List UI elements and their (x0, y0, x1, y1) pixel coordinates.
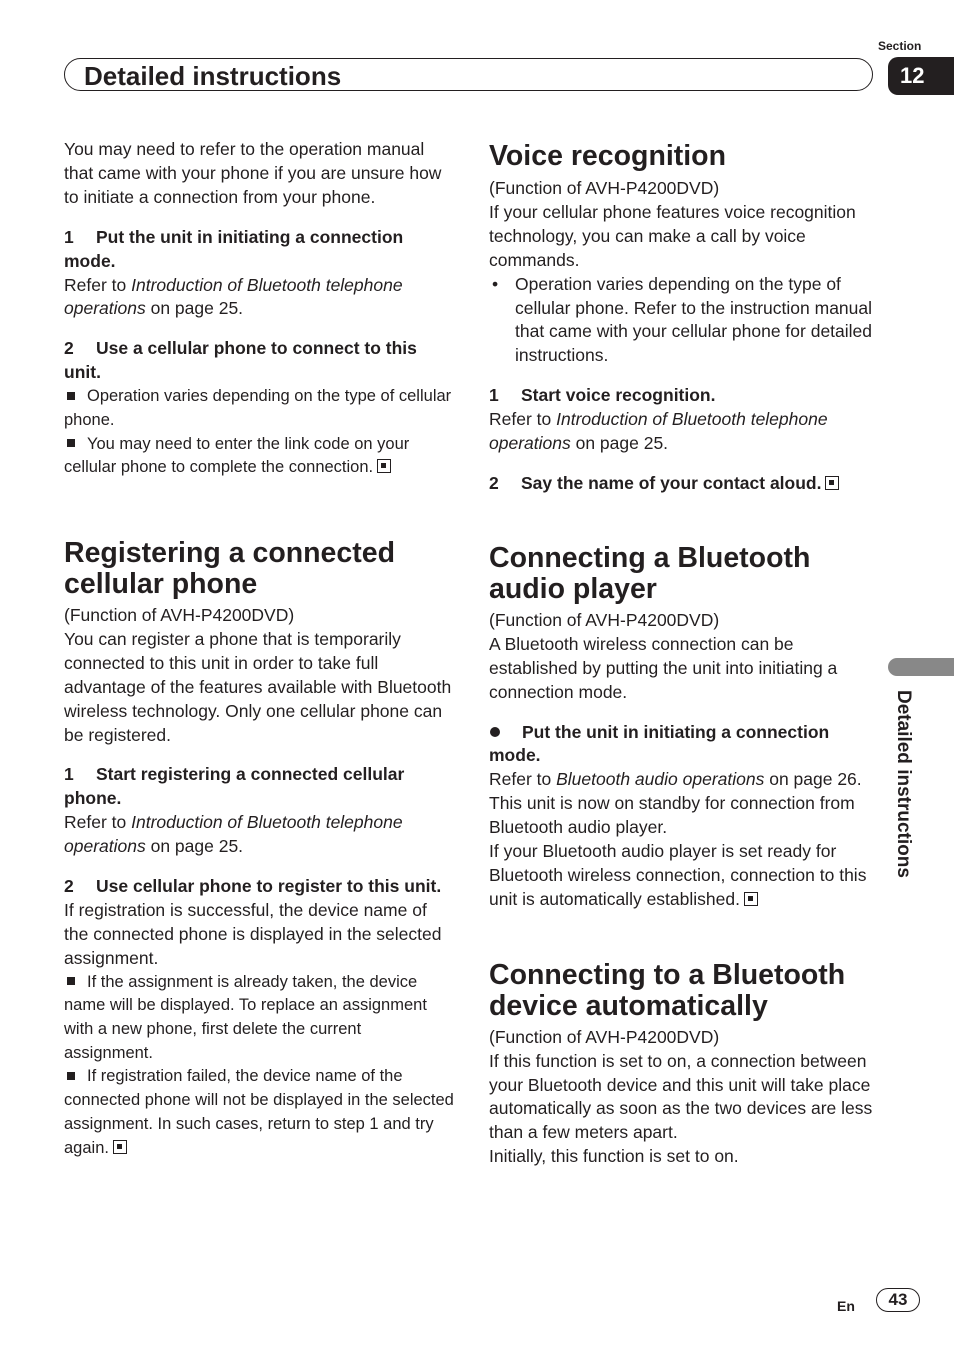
audio-body: A Bluetooth wireless connection can be established by putting the unit into initiating a connection mode. (489, 633, 838, 702)
note-text: If the assignment is already taken, the device name will be displayed. To replace an assignment with a new phone, first delete the current assignment. (64, 972, 427, 1062)
step-text: Start voice recognition. (521, 385, 716, 406)
ref-suffix: on page 25. (145, 836, 244, 857)
bullet-text: Operation varies depending on the type of cellular phone. Refer to the instruction manual that came with your cellular phone for detailed instructions. (515, 273, 873, 366)
ref-link-title: Bluetooth audio operations (556, 769, 765, 790)
note-item (64, 971, 454, 1066)
bullet-dot-icon (490, 727, 500, 737)
reg-step-1-reference (64, 811, 454, 859)
note-square-icon (67, 439, 75, 447)
ref-suffix: on page 25. (570, 433, 669, 454)
note-text: Operation varies depending on the type of cellular phone. (64, 387, 452, 429)
reg-step-1-heading (64, 763, 454, 811)
note-text: If registration failed, the device name of the connected phone will not be displayed in the selected assignment. In such cases, return to step 1 and try again. (64, 1067, 454, 1157)
side-tab-marker (888, 658, 954, 676)
section-heading-auto-connect: Connecting to a Bluetooth device automatically (489, 958, 846, 1022)
intro-paragraph: You may need to refer to the operation manual that came with your phone if you are unsure how to initiate a connection from your phone. (64, 139, 442, 207)
note-square-icon (67, 977, 75, 985)
auto-body-2: Initially, this function is set to on. (489, 1146, 739, 1167)
section-heading-voice: Voice recognition (489, 140, 727, 172)
step-number: 2 (64, 876, 74, 897)
page-title: Detailed instructions (84, 61, 342, 91)
audio-reference (489, 768, 879, 792)
ref-link-title: Introduction of Bluetooth telephone operations (64, 274, 403, 319)
section-number-badge: 12 (888, 57, 954, 95)
bullet-icon: • (492, 273, 499, 294)
registering-body: You can register a phone that is temporarily connected to this unit in order to take full advantage of the features available with Bluetooth wireless technology. Only one cellular phone can be registered. (64, 628, 452, 745)
step-text: Use a cellular phone to connect to this unit. (64, 338, 417, 383)
ref-link-title: Introduction of Bluetooth telephone operations (489, 409, 828, 454)
step-text: Put the unit in initiating a connection mode. (489, 721, 830, 766)
note-text: You may need to enter the link code on your cellular phone to complete the connection. (64, 434, 410, 477)
step-1-reference (64, 274, 454, 322)
note-square-icon (67, 1072, 75, 1080)
function-note: (Function of AVH-P4200DVD) (489, 178, 720, 198)
right-column (489, 138, 879, 1169)
end-of-section-icon (825, 476, 839, 490)
step-number: 2 (489, 472, 499, 493)
section-heading-registering: Registering a connected cellular phone (64, 536, 395, 600)
ref-prefix: Refer to (489, 769, 557, 790)
left-column (64, 138, 454, 1160)
auto-body: If this function is set to on, a connection between your Bluetooth device and this unit will take place automatically as soon as the two devices are less than a few meters apart. (489, 1050, 873, 1143)
page-number: 43 (876, 1288, 920, 1312)
reg-step-2-body: If registration is successful, the device name of the connected phone is displayed in the selected assignment. (64, 899, 442, 968)
end-of-section-icon (377, 459, 391, 473)
note-square-icon (67, 392, 75, 400)
audio-body-3 (489, 840, 879, 912)
end-of-section-icon (113, 1140, 127, 1154)
function-note: (Function of AVH-P4200DVD) (489, 609, 720, 630)
side-section-label: Detailed instructions (893, 690, 914, 878)
step-text: Put the unit in initiating a connection mode. (64, 226, 404, 271)
voice-step-2-heading (489, 472, 879, 496)
step-2-heading (64, 337, 454, 385)
note-item (64, 433, 454, 480)
step-1-heading (64, 226, 454, 274)
ref-suffix: on page 25. (145, 298, 244, 319)
section-heading-audio: Connecting a Bluetooth audio player (489, 541, 811, 605)
note-item (64, 385, 454, 432)
ref-link-title: Introduction of Bluetooth telephone operations (64, 812, 403, 857)
language-label: En (837, 1298, 855, 1314)
step-number: 1 (489, 385, 499, 406)
bullet-item (489, 273, 879, 369)
reg-step-2-heading (64, 875, 454, 899)
ref-prefix: Refer to (64, 812, 132, 833)
audio-body-2: This unit is now on standby for connection from Bluetooth audio player. (489, 793, 855, 838)
voice-step-1-reference (489, 408, 879, 456)
end-of-section-icon (744, 892, 758, 906)
ref-prefix: Refer to (64, 274, 132, 295)
step-number: 1 (64, 764, 74, 785)
section-label: Section (878, 39, 922, 53)
ref-suffix: on page 26. (764, 769, 862, 790)
step-text: Use cellular phone to register to this unit. (96, 876, 442, 897)
note-item (64, 1065, 454, 1160)
step-number: 1 (64, 226, 74, 247)
ref-prefix: Refer to (489, 409, 557, 430)
function-note: (Function of AVH-P4200DVD) (64, 604, 295, 625)
step-text: Start registering a connected cellular phone. (64, 764, 405, 809)
audio-body-3-text: If your Bluetooth audio player is set ready for Bluetooth wireless connection, connection to this unit is automatically established. (489, 841, 867, 909)
voice-body: If your cellular phone features voice recognition technology, you can make a call by voice commands. (489, 201, 856, 270)
voice-step-1-heading (489, 384, 879, 408)
audio-step-heading (489, 721, 879, 769)
step-text: Say the name of your contact aloud. (521, 472, 822, 493)
function-note: (Function of AVH-P4200DVD) (489, 1026, 720, 1047)
step-number: 2 (64, 338, 74, 359)
